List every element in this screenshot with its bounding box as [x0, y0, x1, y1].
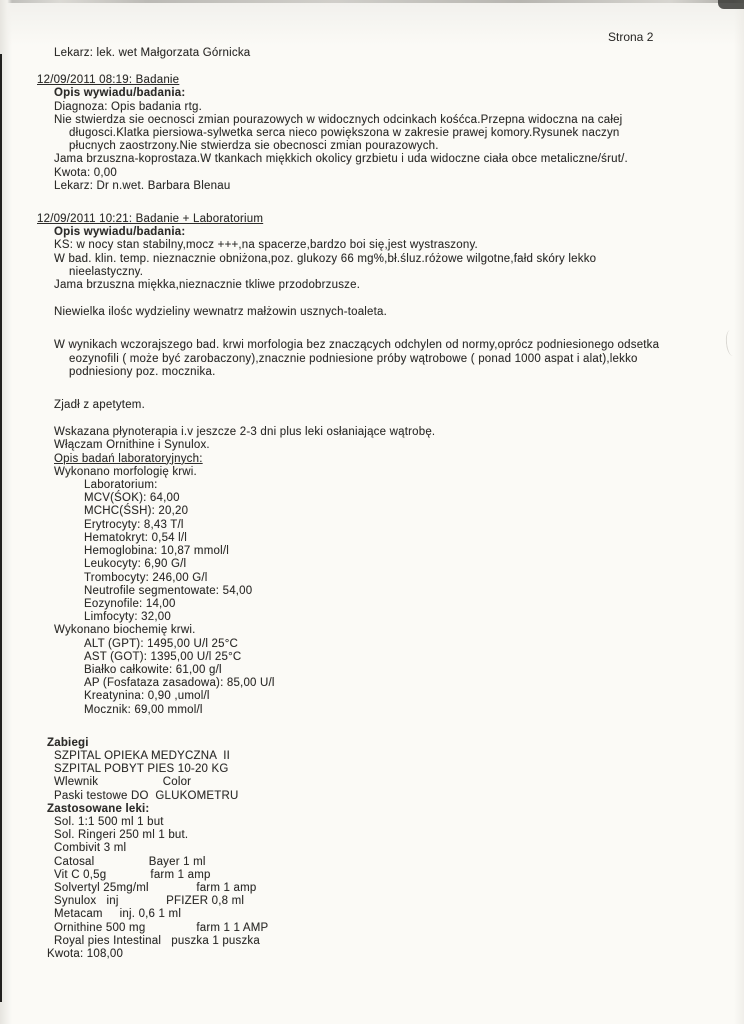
document-line: SZPITAL OPIEKA MEDYCZNA II — [54, 749, 231, 762]
document-line: SZPITAL POBYT PIES 10-20 KG — [54, 763, 229, 776]
document-line: AP (Fosfataza zasadowa): 85,00 U/l — [84, 677, 275, 690]
document-line: Zabiegi — [47, 736, 89, 749]
document-line: Niewielka ilośc wydzieliny wewnatrz małżowin usznych-toaleta. — [54, 306, 388, 319]
document-line: Lekarz: Dr n.wet. Barbara Blenau — [54, 179, 231, 192]
document-body — [0, 47, 720, 961]
document-line: Lekarz: lek. wet Małgorzata Górnicka — [54, 47, 251, 59]
document-line: Synulox inj PFIZER 0,8 ml — [54, 895, 245, 908]
document-line: Leukocyty: 6,90 G/l — [84, 558, 187, 571]
document-line: płucnych zaostrzony.Nie stwierdza sie obecnosci zmian pourazowych. — [69, 140, 439, 153]
document-line: Wykonano morfologię krwi. — [54, 465, 197, 478]
scan-artifact-right-shade — [734, 0, 744, 1024]
document-line: AST (GOT): 1395,00 U/l 25°C — [84, 650, 242, 663]
document-line: Paski testowe DO GLUKOMETRU — [54, 789, 239, 802]
document-line: Wykonano biochemię krwi. — [54, 624, 196, 637]
document-line: Ornithine 500 mg farm 1 1 AMP — [54, 921, 269, 934]
document-line: Hematokryt: 0,54 l/l — [84, 531, 188, 544]
document-line: nieelastyczny. — [69, 265, 144, 278]
scan-artifact-top-edge — [0, 0, 744, 3]
document-line: Opis wywiadu/badania: — [54, 87, 186, 100]
document-line: Mocznik: 69,00 mmol/l — [84, 703, 203, 716]
document-line: Kwota: 0,00 — [54, 166, 117, 179]
document-line: Neutrofile segmentowate: 54,00 — [84, 584, 253, 597]
document-line: Combivit 3 ml — [54, 842, 127, 855]
document-line: MCV(ŚOK): 64,00 — [84, 492, 180, 505]
document-line: Zjadł z apetytem. — [54, 399, 145, 412]
page-number: Strona 2 — [608, 30, 654, 44]
document-line: Limfocyty: 32,00 — [84, 611, 171, 624]
document-line: Wskazana płynoterapia i.v jeszcze 2-3 dni plus leki osłaniające wątrobę. — [54, 426, 436, 439]
document-line: Zastosowane leki: — [47, 802, 150, 815]
document-line: KS: w nocy stan stabilny,mocz +++,na spacerze,bardzo boi się,jest wystraszony. — [54, 239, 478, 252]
document-line: eozynofili ( może być zarobaczony),znacznie podniesione próby wątrobowe ( ponad 1000 aspat i alat),lekko — [69, 352, 638, 365]
document-line: Metacam inj. 0,6 1 ml — [54, 908, 182, 921]
scan-artifact-corner-mark — [718, 0, 744, 9]
document-line: Sol. Ringeri 250 ml 1 but. — [54, 829, 189, 842]
document-line: Włączam Ornithine i Synulox. — [54, 439, 210, 452]
document-line: Diagnoza: Opis badania rtg. — [54, 100, 202, 113]
document-line: podniesiony poz. mocznika. — [69, 365, 216, 378]
document-line: MCHC(ŚSH): 20,20 — [84, 505, 189, 518]
document-line: W wynikach wczorajszego bad. krwi morfologia bez znaczących odchylen od normy,oprócz podniesionego odsetka — [54, 339, 660, 352]
document-line: Opis wywiadu/badania: — [54, 226, 186, 239]
document-line: Kwota: 108,00 — [47, 947, 124, 960]
document-line: Trombocyty: 246,00 G/l — [84, 571, 208, 584]
document-line: długosci.Klatka piersiowa-sylwetka serca nieco powiększona w zakresie prawej komory.Rysunek naczyn — [69, 127, 620, 140]
document-line: Jama brzuszna miękka,nieznacznie tkliwe przodobrzusze. — [54, 279, 361, 292]
document-line: Opis badań laboratoryjnych: — [54, 452, 203, 465]
document-line: Erytrocyty: 8,43 T/l — [84, 518, 184, 531]
document-line: W bad. klin. temp. nieznacznie obniżona,poz. glukozy 66 mg%,bł.śluz.różowe wilgotne,fałd skóry lekko — [54, 252, 597, 265]
document-line: 12/09/2011 08:19: Badanie — [37, 74, 180, 87]
document-line: Nie stwierdza sie oecnosci zmian pourazowych w widocznych odcinkach kośćca.Przepna widoczna na całej — [54, 113, 623, 126]
document-line: 12/09/2011 10:21: Badanie + Laboratorium — [37, 213, 264, 226]
document-line: Wlewnik Color — [54, 776, 192, 789]
document-line: Eozynofile: 14,00 — [84, 597, 176, 610]
document-line: Hemoglobina: 10,87 mmol/l — [84, 545, 229, 558]
document-line: Białko całkowite: 61,00 g/l — [84, 663, 222, 676]
document-line: Vit C 0,5g farm 1 amp — [54, 868, 211, 881]
document-line: Solvertyl 25mg/ml farm 1 amp — [54, 881, 257, 894]
document-line: Sol. 1:1 500 ml 1 but — [54, 815, 164, 828]
document-line: Royal pies Intestinal puszka 1 puszka — [54, 934, 260, 947]
document-line: ALT (GPT): 1495,00 U/l 25°C — [84, 637, 239, 650]
document-line: Jama brzuszna-koprostaza.W tkankach miękkich okolicy grzbietu i uda widoczne ciała obce metaliczne/śrut/. — [54, 153, 628, 166]
document-line: Kreatynina: 0,90 ,umol/l — [84, 690, 210, 703]
document-line: Laboratorium: — [84, 479, 158, 492]
document-line: Catosal Bayer 1 ml — [54, 855, 206, 868]
